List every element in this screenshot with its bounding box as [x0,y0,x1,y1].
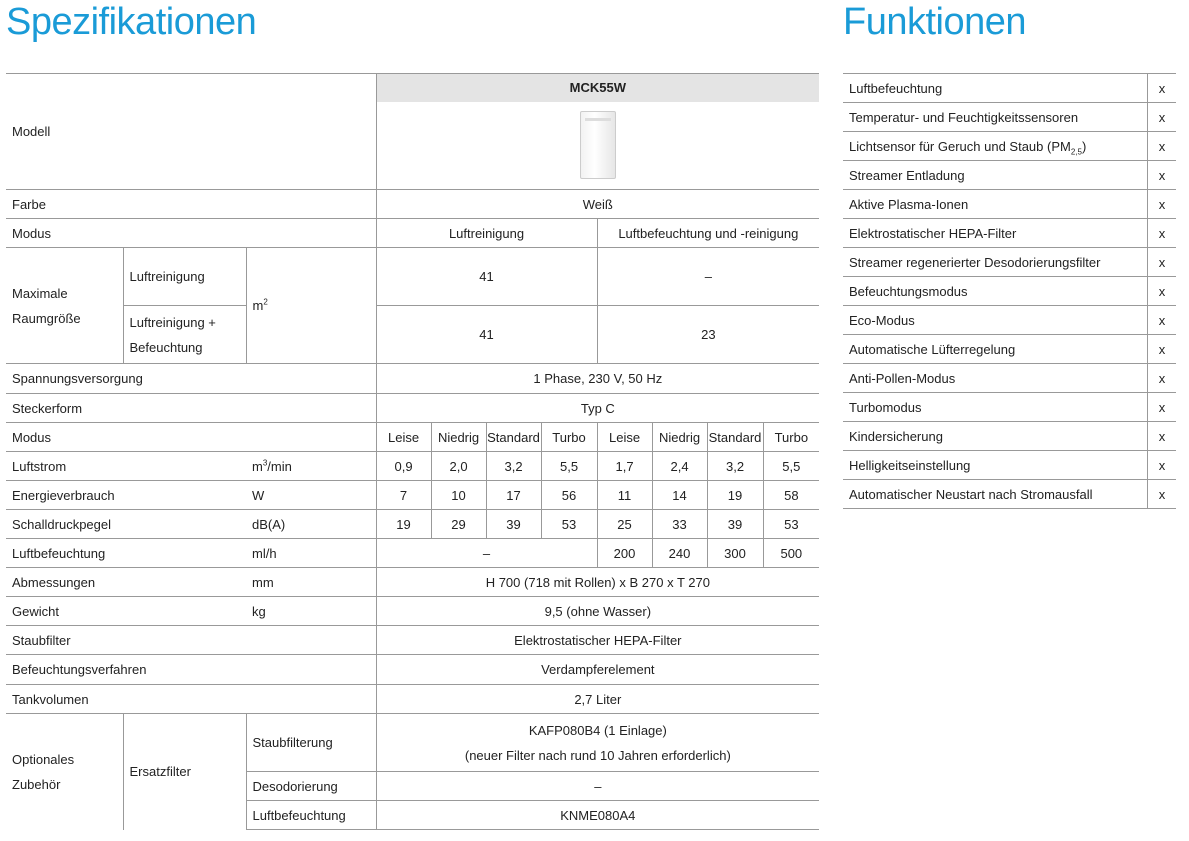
raum-r1-b: – [597,248,819,306]
model-name: MCK55W [376,74,819,102]
raum-r2-a: 41 [376,306,597,364]
spannung-value: 1 Phase, 230 V, 50 Hz [376,364,819,394]
table-row [6,685,819,714]
funktion-row [843,306,1176,335]
funktion-row [843,74,1176,103]
value-cell: 5,5 [763,452,819,481]
mode-cell: Standard [707,423,763,452]
funktion-row [843,451,1176,480]
funktion-row [843,480,1176,509]
value-cell: 10 [431,481,486,510]
modus2-label: Modus [6,423,376,452]
value-cell: 1,7 [597,452,652,481]
schall-label: Schalldruckpegel [6,510,246,539]
deso-value: – [376,772,819,801]
value-cell: 58 [763,481,819,510]
model-header-row [6,74,819,102]
zubehoer-label: Optionales Zubehör [6,714,123,830]
mode-cell: Niedrig [431,423,486,452]
zub-luft-label: Luftbefeuchtung [246,801,376,830]
funktion-label: Automatischer Neustart nach Stromausfall [843,480,1148,509]
value-cell: 19 [707,481,763,510]
modell-label: Modell [6,74,376,190]
funktion-label: Temperatur- und Feuchtigkeitssensoren [843,103,1148,132]
farbe-value: Weiß [376,190,819,219]
raum-unit: $m^2$ [246,248,376,364]
funktion-mark: x [1148,248,1177,277]
funktion-label: Befeuchtungsmodus [843,277,1148,306]
funktion-label: Elektrostatischer HEPA-Filter [843,219,1148,248]
luftstrom-label: Luftstrom [6,452,246,481]
value-cell: 29 [431,510,486,539]
purifier-icon [580,111,616,179]
staubfilterung-value: KAFP080B4 (1 Einlage) (neuer Filter nach rund 10 Jahren erforderlich) [376,714,819,772]
mode-cell: Standard [486,423,541,452]
abmess-label: Abmessungen [6,568,246,597]
funktion-row [843,277,1176,306]
modus-a: Luftreinigung [376,219,597,248]
funktion-row [843,335,1176,364]
gewicht-unit: kg [246,597,376,626]
value-cell: 53 [541,510,597,539]
value-cell: 7 [376,481,431,510]
value-cell: 33 [652,510,707,539]
gewicht-label: Gewicht [6,597,246,626]
staubfilterung-label: Staubfilterung [246,714,376,772]
funktion-label: Lichtsensor für Geruch und Staub $(PM_{2,5})$ [843,132,1148,161]
funktion-row [843,190,1176,219]
spec-table [6,73,819,830]
funktion-mark: x [1148,132,1177,161]
ersatzfilter-label: Ersatzfilter [123,714,246,830]
value-cell: 200 [597,539,652,568]
table-row [6,568,819,597]
funktion-mark: x [1148,364,1177,393]
funktion-mark: x [1148,451,1177,480]
energie-label: Energieverbrauch [6,481,246,510]
value-cell: 53 [763,510,819,539]
value-cell: 300 [707,539,763,568]
funktion-mark: x [1148,190,1177,219]
spec-title: Spezifikationen [6,1,257,43]
product-image [376,102,819,190]
value-cell: 39 [707,510,763,539]
value-cell: 240 [652,539,707,568]
modus-b: Luftbefeuchtung und -reinigung [597,219,819,248]
funktion-row [843,103,1176,132]
staubfilter-value: Elektrostatischer HEPA-Filter [376,626,819,655]
mode-cell: Turbo [541,423,597,452]
raum-label: Maximale Raumgröße [6,248,123,364]
funktion-label: Luftbefeuchtung [843,74,1148,103]
table-row [6,539,819,568]
funktion-mark: x [1148,306,1177,335]
funktion-row [843,422,1176,451]
staubfilter-label: Staubfilter [6,626,376,655]
mode-cell: Niedrig [652,423,707,452]
schall-unit: dB(A) [246,510,376,539]
stecker-label: Steckerform [6,394,376,423]
funktion-mark: x [1148,335,1177,364]
value-cell: 3,2 [707,452,763,481]
table-row [6,714,819,772]
funktion-label: Automatische Lüfterregelung [843,335,1148,364]
funktionen-title: Funktionen [843,1,1027,43]
funktion-label: Turbomodus [843,393,1148,422]
value-cell: 3,2 [486,452,541,481]
raum-r2-label: Luftreinigung + Befeuchtung [123,306,246,364]
funktion-row [843,393,1176,422]
funktion-mark: x [1148,277,1177,306]
befeucht-unit: ml/h [246,539,376,568]
value-cell: 5,5 [541,452,597,481]
funktion-row [843,219,1176,248]
table-row [6,306,819,364]
value-cell: 39 [486,510,541,539]
value-cell: 17 [486,481,541,510]
funktion-label: Anti-Pollen-Modus [843,364,1148,393]
stecker-value: Typ C [376,394,819,423]
gewicht-value: 9,5 (ohne Wasser) [376,597,819,626]
raum-r1-a: 41 [376,248,597,306]
mode-cell: Leise [597,423,652,452]
funktion-label: Eco-Modus [843,306,1148,335]
table-row [6,248,819,306]
table-row [6,481,819,510]
value-cell: 0,9 [376,452,431,481]
raum-r2-b: 23 [597,306,819,364]
funktion-row [843,248,1176,277]
value-cell: 2,4 [652,452,707,481]
value-cell: 500 [763,539,819,568]
table-row [6,626,819,655]
funktion-label: Streamer regenerierter Desodorierungsfilter [843,248,1148,277]
spannung-label: Spannungsversorgung [6,364,376,394]
table-row [6,190,819,219]
raum-r1-label: Luftreinigung [123,248,246,306]
mode-cell: Leise [376,423,431,452]
befeucht-label: Luftbefeuchtung [6,539,246,568]
funktion-label: Helligkeitseinstellung [843,451,1148,480]
funktion-mark: x [1148,103,1177,132]
energie-unit: W [246,481,376,510]
funktion-mark: x [1148,393,1177,422]
tank-value: 2,7 Liter [376,685,819,714]
table-row [6,394,819,423]
value-cell: 2,0 [431,452,486,481]
funktion-mark: x [1148,161,1177,190]
verfahren-label: Befeuchtungsverfahren [6,655,376,685]
value-cell: 14 [652,481,707,510]
table-row [6,597,819,626]
funktion-mark: x [1148,219,1177,248]
luftstrom-unit: $m^3/\min$ [246,452,376,481]
funktionen-table [843,73,1176,509]
funktion-label: Streamer Entladung [843,161,1148,190]
befeucht-a: – [376,539,597,568]
value-cell: 56 [541,481,597,510]
value-cell: 19 [376,510,431,539]
table-row [6,219,819,248]
table-row [6,655,819,685]
table-row [6,510,819,539]
verfahren-value: Verdampferelement [376,655,819,685]
funktion-row [843,132,1176,161]
funktion-mark: x [1148,480,1177,509]
funktion-label: Kindersicherung [843,422,1148,451]
table-row [6,452,819,481]
funktion-mark: x [1148,74,1177,103]
table-row [6,423,819,452]
table-row [6,364,819,394]
funktion-label: Aktive Plasma-Ionen [843,190,1148,219]
abmess-unit: mm [246,568,376,597]
abmess-value: H 700 (718 mit Rollen) x B 270 x T 270 [376,568,819,597]
zub-luft-value: KNME080A4 [376,801,819,830]
value-cell: 11 [597,481,652,510]
funktion-row [843,161,1176,190]
funktion-mark: x [1148,422,1177,451]
tank-label: Tankvolumen [6,685,376,714]
modus-label: Modus [6,219,376,248]
mode-cell: Turbo [763,423,819,452]
funktion-row [843,364,1176,393]
value-cell: 25 [597,510,652,539]
deso-label: Desodorierung [246,772,376,801]
farbe-label: Farbe [6,190,376,219]
